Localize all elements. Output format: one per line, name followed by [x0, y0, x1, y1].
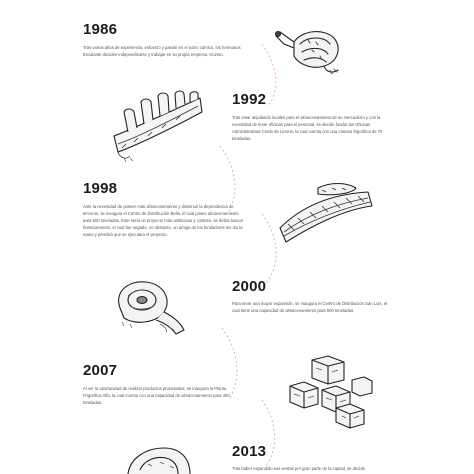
entry-description: Tras estar alquilando locales para el almacenamiento de su mercadería y con la necesidad de tener oficinas para el personal, se decide fundar las Oficinas Administrativas Cerdo de Lerone, la cual cuenta con una cámara frigorífica de 70 toneladas.	[232, 115, 383, 141]
entry-description: Ante la necesidad de poseer más almacenamiento y disminuir la dependencia de terceros, se inaugura el Centro de Distribución Bella, el cual posee almacenamiento para 600 toneladas. Este sería un proyecto más ambicioso y costoso, se debía buscar financiamiento, el cual fue negado, no obstante, un amigo de los fundadores les dio la mano y permitió que se ejecutara el proyecto.	[83, 204, 244, 237]
year-heading: 2000	[232, 278, 267, 295]
entry-description: Tras haber expandido sus ventas por gran parte de la capital, se decide	[232, 466, 365, 471]
year-heading: 2007	[83, 362, 118, 379]
year-heading: 1986	[83, 21, 118, 38]
entry-description: Al ver la oportunidad de realizar productos procesados, se inaugura la Planta Frigorífica Alfa, la cual cuenta con una capacidad de almacenamiento para 400 toneladas.	[83, 386, 230, 405]
year-heading: 1992	[232, 91, 267, 108]
year-heading: 2013	[232, 443, 267, 460]
year-heading: 1998	[83, 180, 118, 197]
entry-description: Para tener una mayor expansión, se inaugura el Centro de Distribución San Luis, el cual tiene una capacidad de almacenamiento para 600 toneladas.	[232, 301, 388, 313]
entry-description: Tras varios años de experiencia, esfuerzo y pasión en el rubro cárnico, los hermanos Escalante deciden independizarse y trabajar en su propia empresa, Hozeto.	[83, 45, 241, 57]
